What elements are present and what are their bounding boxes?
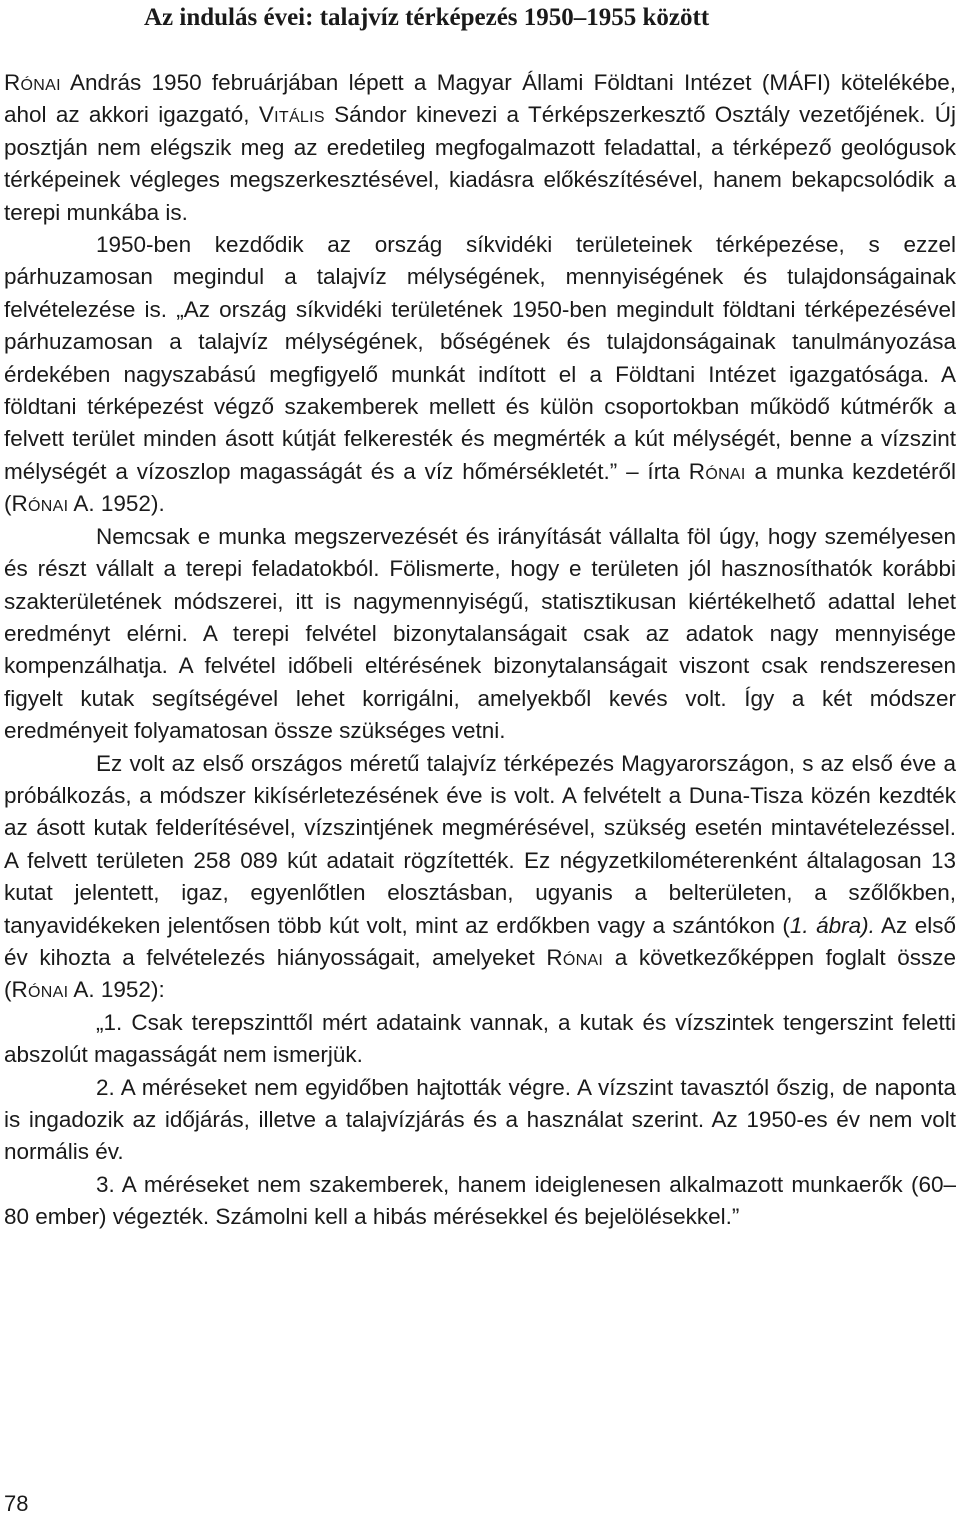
page-title: Az indulás évei: talajvíz térképezés 1950–1955 között (144, 4, 710, 31)
quote-item-1 (4, 1007, 956, 1072)
paragraph-4-text-a: Ez volt az első országos méretű talajvíz térképezés Magyarországon, s az első éve a próbálkozás, a módszer kikísérletezésének éve is volt. A felvételt a Duna-Tisza közén kezdték az ásott kutak felderítésével, vízszintjének megmérésével, szükség esetén mintavételezéssel. A felvett területen 258 089 kút adatait rögzítették. Ez négyzetkilométerenként általagosan 13 kutat jelentett, igaz, egyenlőtlen elosztásban, ugyanis a belterületen, a szőlőkben, tanyavidékeken jelentősen több kút volt, mint az erdőkben vagy a szántókon ( (4, 750, 956, 938)
paragraph-2-text-b: a munka kezdetéről ( (4, 458, 956, 517)
paragraph-2-text-c: A. 1952). (68, 491, 165, 517)
quote-item-2 (4, 1072, 956, 1169)
author-name-ronai: Rónai (688, 458, 746, 484)
citation-author-ronai: Rónai (11, 491, 69, 517)
figure-reference: 1. ábra). (789, 912, 875, 938)
quote-item-2-text: 2. A méréseket nem egyidőben hajtották végre. A vízszint tavasztól őszig, de naponta is ingadozik az időjárás, illetve a talajvízjárás és a használat szerint. Az 1950-es év nem volt normális év. (4, 1074, 956, 1165)
document-page (4, 0, 956, 1531)
quote-item-3-text: 3. A méréseket nem szakemberek, hanem ideiglenesen alkalmazott munkaerők (60–80 ember) végezték. Számolni kell a hibás mérésekkel és bejelölésekkel.” (4, 1171, 956, 1230)
quote-item-1-text: „1. Csak terepszinttől mért adataink vannak, a kutak és vízszintek tengerszint feletti abszolút magasságát nem ismerjük. (4, 1009, 956, 1068)
paragraph-3-text: Nemcsak e munka megszervezését és irányítását vállalta föl úgy, hogy személyesen és részt vállalt a terepi feladatokból. Fölismerte, hogy e területen jól hasznosíthatók korábbi szakterületének módszerei, itt is nagymennyiségű, statisztikusan kiértékelhető adattal lehet eredményt elérni. A terepi felvétel bizonytalanságait csak az adatok nagy mennyisége kompenzálhatja. A felvétel időbeli eltérésének bizonytalanságait viszont csak rendszeresen figyelt kutak segítségével lehet korrigálni, amelyekből kevés volt. Így a két módszer eredményeit folyamatosan össze szükséges vetni. (4, 523, 956, 744)
quote-item-3 (4, 1169, 956, 1234)
paragraph-3 (4, 521, 956, 748)
paragraph-1 (4, 67, 956, 229)
paragraph-1-text-a: András 1950 februárjában lépett a Magyar Állami Földtani Intézet (MÁFI) kötelékébe, ahol az akkori igazgató, (4, 70, 956, 128)
paragraph-1-text-b: Sándor kinevezi a Térképszerkesztő Osztály vezetőjének. Új posztján nem elégszik meg az eredetileg megfogalmazott feladattal, a térképező geológusok térképeinek végleges megszerkesztésével, kiadásra előkészítésével, hanem bekapcsolódik a terepi munkába is. (4, 102, 956, 225)
author-name-ronai: Rónai (4, 70, 61, 95)
paragraph-4-text-b: Az első év kihozta a felvételezés hiányosságait, amelyeket (4, 912, 957, 970)
citation-author-ronai: Rónai (11, 977, 69, 1003)
paragraph-2 (4, 229, 956, 521)
page-number: 78 (4, 1491, 29, 1516)
author-name-vitalis: Vitális (258, 102, 325, 128)
paragraph-4-text-d: A. 1952): (68, 977, 165, 1003)
paragraph-4-text-c: a következőképpen foglalt össze ( (4, 944, 956, 1003)
paragraph-2-text-a: 1950-ben kezdődik az ország síkvidéki területeinek térképezése, s ezzel párhuzamosan megindul a talajvíz mélységének, mennyiségének és tulajdonságainak felvételezése is. „Az ország síkvidéki területének 1950-ben megindult földtani térképezésével párhuzamosan a talajvíz mélységének, bőségének és tulajdonságainak tanulmányozása érdekében nagyszabású megfigyelő munkát indított el a Földtani Intézet igazgatósága. A földtani térképezést végző szakemberek mellett és külön csoportokban működő kútmérők a felvett terület minden ásott kútját felkeresték és megmérték a kút mélységét, benne a vízszint mélységét a vízoszlop magasságát és a víz hőmérsékletét.” – írta (4, 232, 956, 484)
paragraph-4 (4, 748, 956, 1007)
author-name-ronai: Rónai (546, 944, 604, 970)
body-text (4, 67, 956, 1234)
